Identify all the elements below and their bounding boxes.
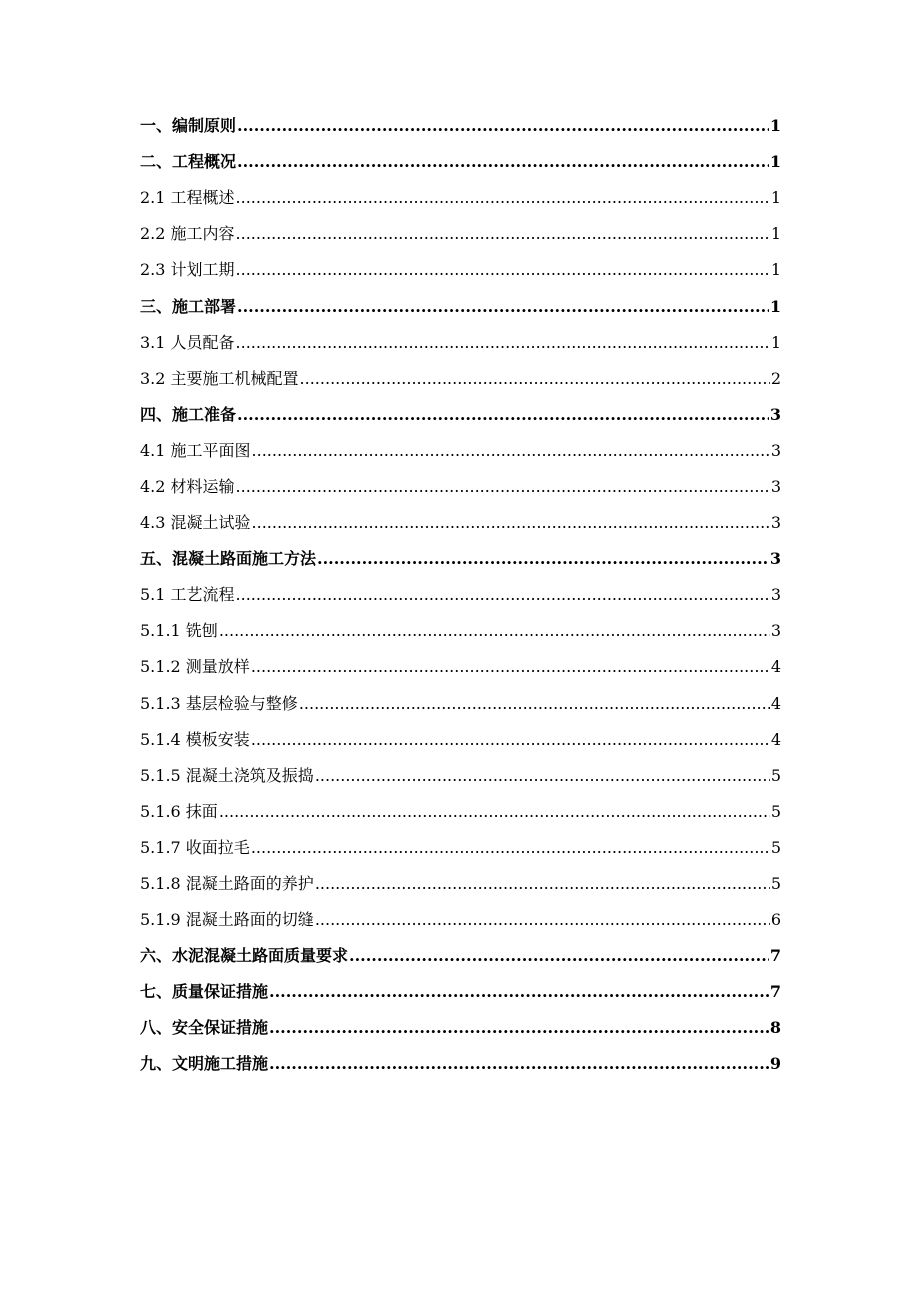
toc-entry-label: 九、文明施工措施 xyxy=(140,1054,269,1074)
toc-entry-label: 2.3 计划工期 xyxy=(140,260,235,280)
toc-entry[interactable] xyxy=(140,144,781,180)
toc-entry-page-number: 7 xyxy=(769,946,781,966)
toc-entry-page-number: 9 xyxy=(769,1054,781,1074)
toc-entry-label: 5.1.6 抹面 xyxy=(140,801,218,821)
toc-entry-page-number: 8 xyxy=(769,1018,781,1038)
toc-entry[interactable] xyxy=(140,361,781,397)
toc-entry-page-number: 4 xyxy=(770,657,781,677)
toc-entry[interactable] xyxy=(140,469,781,505)
toc-dot-leader xyxy=(269,984,769,1000)
toc-entry-label: 4.3 混凝土试验 xyxy=(140,513,251,533)
toc-entry-page-number: 1 xyxy=(769,296,781,316)
toc-entry-label: 3.1 人员配备 xyxy=(140,332,235,352)
toc-dot-leader xyxy=(317,551,769,567)
toc-entry-label: 三、施工部署 xyxy=(140,296,237,316)
toc-entry-label: 4.1 施工平面图 xyxy=(140,440,251,460)
toc-entry-label: 八、安全保证措施 xyxy=(140,1018,269,1038)
toc-entry-page-number: 1 xyxy=(769,116,781,136)
toc-entry[interactable] xyxy=(140,577,781,613)
toc-entry[interactable] xyxy=(140,613,781,649)
toc-entry[interactable] xyxy=(140,794,781,830)
toc-entry[interactable] xyxy=(140,108,781,144)
toc-entry-label: 5.1.8 混凝土路面的养护 xyxy=(140,874,314,894)
toc-entry[interactable] xyxy=(140,252,781,288)
toc-entry[interactable] xyxy=(140,938,781,974)
toc-dot-leader xyxy=(269,1056,769,1072)
table-of-contents xyxy=(140,108,781,1083)
toc-entry-page-number: 6 xyxy=(770,910,781,930)
toc-entry-page-number: 1 xyxy=(769,152,781,172)
toc-entry-label: 二、工程概况 xyxy=(140,152,237,172)
toc-dot-leader xyxy=(299,696,770,712)
toc-dot-leader xyxy=(219,623,770,639)
toc-entry[interactable] xyxy=(140,830,781,866)
toc-entry-page-number: 1 xyxy=(770,260,781,280)
toc-entry-page-number: 4 xyxy=(770,693,781,713)
toc-entry[interactable] xyxy=(140,974,781,1010)
toc-dot-leader xyxy=(252,443,770,459)
toc-entry[interactable] xyxy=(140,180,781,216)
toc-entry-page-number: 3 xyxy=(770,440,781,460)
toc-entry-label: 5.1.4 模板安装 xyxy=(140,729,250,749)
toc-entry-label: 4.2 材料运输 xyxy=(140,476,235,496)
toc-entry-label: 5.1.5 混凝土浇筑及振捣 xyxy=(140,765,314,785)
toc-entry[interactable] xyxy=(140,902,781,938)
toc-entry-page-number: 2 xyxy=(770,368,781,388)
toc-entry-page-number: 5 xyxy=(770,874,781,894)
toc-dot-leader xyxy=(237,407,769,423)
toc-entry-label: 5.1.9 混凝土路面的切缝 xyxy=(140,910,314,930)
toc-dot-leader xyxy=(315,768,770,784)
toc-entry-label: 2.2 施工内容 xyxy=(140,224,235,244)
toc-dot-leader xyxy=(251,732,770,748)
toc-dot-leader xyxy=(237,118,769,134)
toc-entry-page-number: 1 xyxy=(770,188,781,208)
toc-entry-page-number: 3 xyxy=(770,621,781,641)
toc-entry-label: 七、质量保证措施 xyxy=(140,982,269,1002)
toc-dot-leader xyxy=(315,912,770,928)
toc-entry-label: 5.1.2 测量放样 xyxy=(140,657,250,677)
toc-dot-leader xyxy=(251,840,770,856)
toc-entry-page-number: 5 xyxy=(770,801,781,821)
toc-entry[interactable] xyxy=(140,866,781,902)
toc-entry-page-number: 4 xyxy=(770,729,781,749)
toc-entry-page-number: 7 xyxy=(769,982,781,1002)
toc-entry[interactable] xyxy=(140,288,781,324)
toc-dot-leader xyxy=(236,335,770,351)
toc-entry[interactable] xyxy=(140,686,781,722)
toc-entry-page-number: 5 xyxy=(770,837,781,857)
toc-entry[interactable] xyxy=(140,216,781,252)
toc-entry[interactable] xyxy=(140,1010,781,1046)
toc-dot-leader xyxy=(269,1020,769,1036)
toc-entry[interactable] xyxy=(140,1046,781,1082)
toc-entry-label: 五、混凝土路面施工方法 xyxy=(140,549,317,569)
toc-dot-leader xyxy=(236,587,770,603)
toc-entry[interactable] xyxy=(140,433,781,469)
toc-entry-label: 3.2 主要施工机械配置 xyxy=(140,368,299,388)
toc-dot-leader xyxy=(349,948,769,964)
toc-entry-page-number: 3 xyxy=(769,549,781,569)
toc-dot-leader xyxy=(251,659,770,675)
toc-entry-page-number: 3 xyxy=(770,513,781,533)
toc-entry-label: 一、编制原则 xyxy=(140,116,237,136)
toc-dot-leader xyxy=(236,262,770,278)
toc-entry-page-number: 1 xyxy=(770,332,781,352)
toc-entry-page-number: 3 xyxy=(770,476,781,496)
toc-entry-label: 2.1 工程概述 xyxy=(140,188,235,208)
toc-dot-leader xyxy=(236,479,770,495)
toc-entry[interactable] xyxy=(140,325,781,361)
toc-dot-leader xyxy=(252,515,770,531)
toc-dot-leader xyxy=(236,190,770,206)
toc-entry-label: 六、水泥混凝土路面质量要求 xyxy=(140,946,349,966)
toc-dot-leader xyxy=(236,226,770,242)
toc-dot-leader xyxy=(237,299,769,315)
toc-entry-page-number: 3 xyxy=(770,585,781,605)
toc-dot-leader xyxy=(219,804,770,820)
toc-entry-page-number: 1 xyxy=(770,224,781,244)
toc-entry[interactable] xyxy=(140,541,781,577)
toc-entry[interactable] xyxy=(140,758,781,794)
toc-dot-leader xyxy=(315,876,770,892)
toc-entry-label: 5.1.7 收面拉毛 xyxy=(140,837,250,857)
toc-entry-page-number: 3 xyxy=(769,404,781,424)
toc-entry[interactable] xyxy=(140,722,781,758)
toc-entry[interactable] xyxy=(140,649,781,685)
toc-dot-leader xyxy=(300,371,770,387)
toc-entry[interactable] xyxy=(140,505,781,541)
toc-entry-label: 5.1.3 基层检验与整修 xyxy=(140,693,298,713)
toc-entry-page-number: 5 xyxy=(770,765,781,785)
toc-entry[interactable] xyxy=(140,397,781,433)
toc-entry-label: 四、施工准备 xyxy=(140,404,237,424)
toc-dot-leader xyxy=(237,154,769,170)
toc-entry-label: 5.1 工艺流程 xyxy=(140,585,235,605)
toc-entry-label: 5.1.1 铣刨 xyxy=(140,621,218,641)
